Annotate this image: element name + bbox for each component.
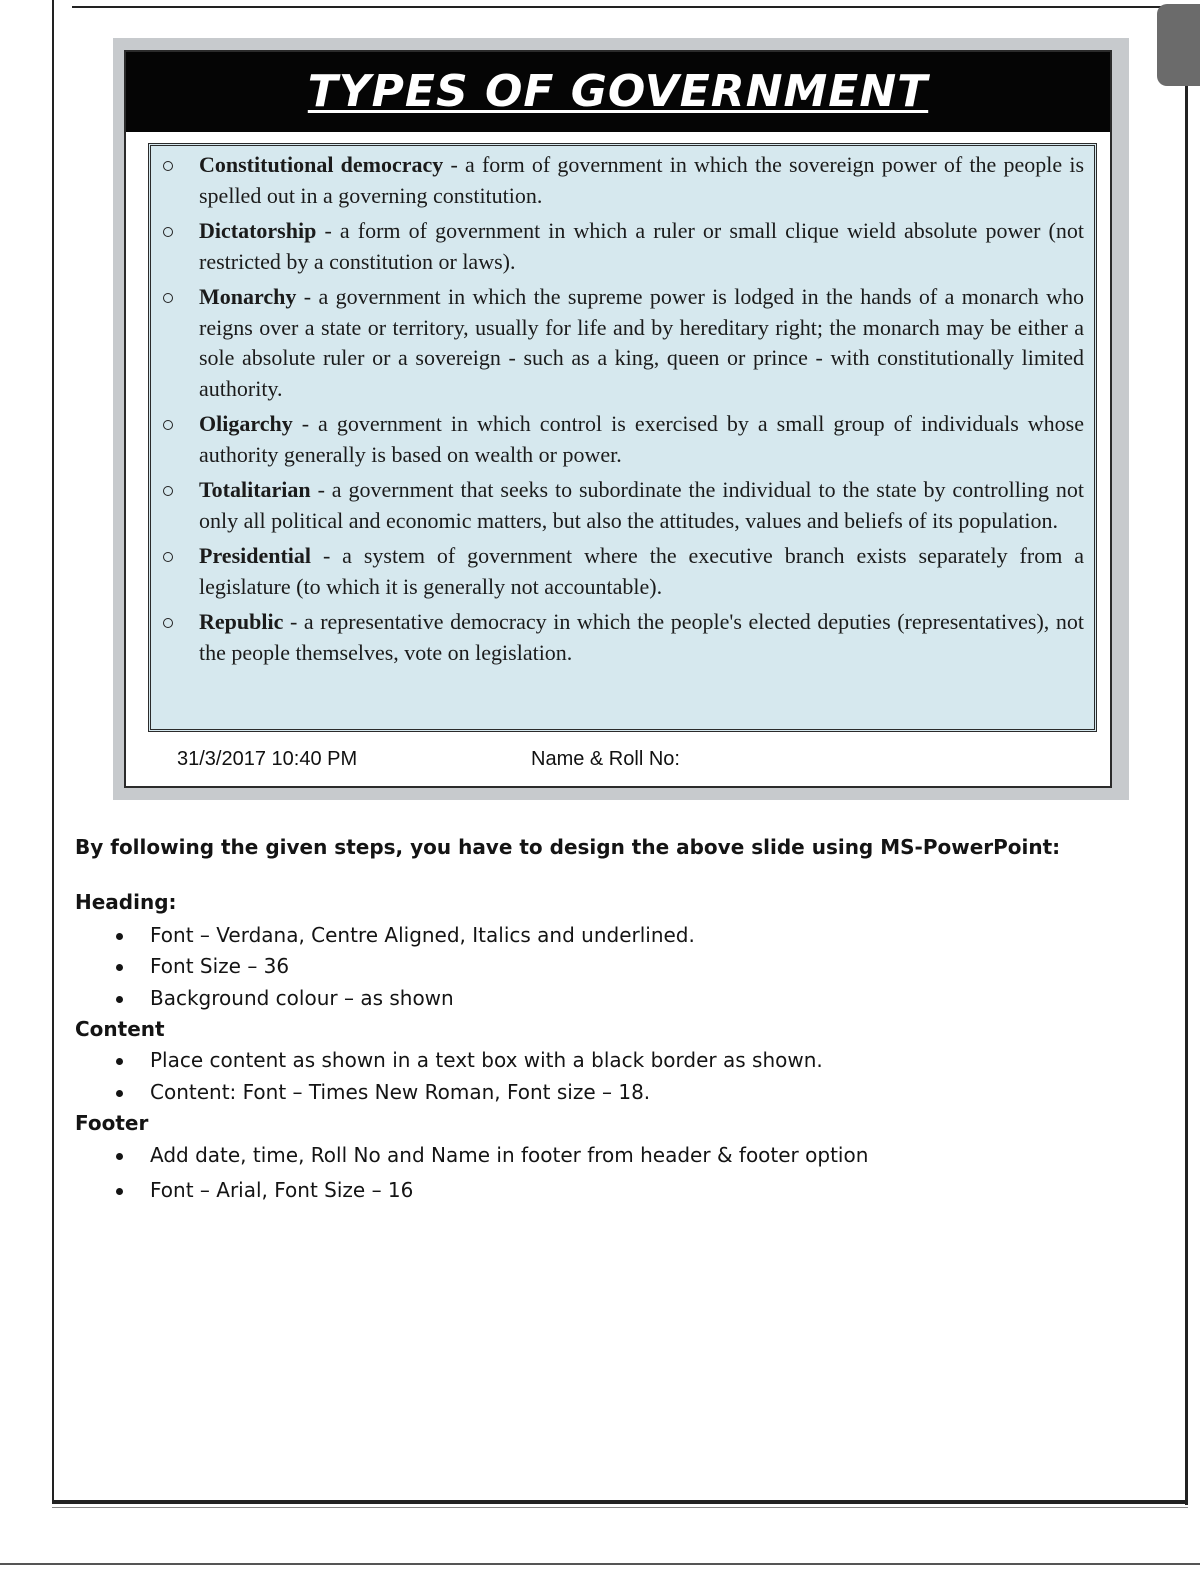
- item-term: Totalitarian: [199, 477, 311, 502]
- item-term: Republic: [199, 609, 284, 634]
- item-term: Monarchy: [199, 284, 297, 309]
- bullet-icon: [116, 933, 123, 940]
- heading-instruction-item: Font – Verdana, Centre Aligned, Italics and underlined.: [150, 923, 695, 947]
- list-item: [158, 216, 1084, 277]
- hollow-bullet-icon: [163, 293, 173, 303]
- hollow-bullet-icon: [163, 420, 173, 430]
- bullet-icon: [116, 1188, 123, 1195]
- page-left-border: [52, 0, 54, 1500]
- list-item: [158, 282, 1084, 404]
- bullet-icon: [116, 1058, 123, 1065]
- hollow-bullet-icon: [163, 618, 173, 628]
- item-definition: - a representative democracy in which the people's elected deputies (representatives), not the people themselves, vote on legislation.: [199, 609, 1084, 665]
- item-definition: - a form of government in which a ruler or small clique wield absolute power (not restricted by a constitution or laws).: [199, 218, 1084, 274]
- page-right-border: [1185, 80, 1188, 1505]
- heading-section-title: Heading:: [75, 890, 177, 914]
- footer-instruction-item: Add date, time, Roll No and Name in footer from header & footer option: [150, 1143, 869, 1167]
- hollow-bullet-icon: [163, 161, 173, 171]
- item-term: Dictatorship: [199, 218, 317, 243]
- footer-instruction-item: Font – Arial, Font Size – 16: [150, 1178, 414, 1202]
- item-term: Constitutional democracy: [199, 152, 444, 177]
- item-term: Presidential: [199, 543, 312, 568]
- item-term: Oligarchy: [199, 411, 293, 436]
- slide-footer-name-roll: Name & Roll No:: [531, 748, 680, 770]
- heading-instruction-item: Font Size – 36: [150, 954, 290, 978]
- list-item: [158, 607, 1084, 668]
- page-bottom-border: [52, 1500, 1188, 1504]
- item-definition: - a government in which the supreme power is lodged in the hands of a monarch who reigns over a state or territory, usually for life and by hereditary right; the monarch may be either a sole absolute ruler or a sovereign - such as a king, queen or prince - with constitutionally limited authority.: [199, 284, 1084, 401]
- hollow-bullet-icon: [163, 486, 173, 496]
- hollow-bullet-icon: [163, 227, 173, 237]
- footer-section-title: Footer: [75, 1111, 149, 1135]
- item-definition: - a government in which control is exercised by a small group of individuals whose authority generally is based on wealth or power.: [199, 411, 1084, 467]
- page-top-border: [72, 6, 1200, 8]
- item-definition: - a form of government in which the sovereign power of the people is spelled out in a governing constitution.: [199, 152, 1085, 208]
- bullet-icon: [116, 996, 123, 1003]
- corner-tab: [1157, 4, 1200, 86]
- content-section-title: Content: [75, 1017, 165, 1041]
- bullet-icon: [116, 1090, 123, 1097]
- item-definition: - a system of government where the executive branch exists separately from a legislature (to which it is generally not accountable).: [199, 543, 1084, 599]
- government-types-list: [158, 150, 1084, 673]
- slide-title: TYPES OF GOVERNMENT: [307, 66, 929, 117]
- content-instruction-item: Content: Font – Times New Roman, Font size – 18.: [150, 1080, 651, 1104]
- list-item: [158, 541, 1084, 602]
- hollow-bullet-icon: [163, 552, 173, 562]
- list-item: [158, 150, 1084, 211]
- instructions-intro: By following the given steps, you have to design the above slide using MS-PowerPoint:: [75, 835, 1061, 859]
- heading-instruction-item: Background colour – as shown: [150, 986, 454, 1010]
- screen-bottom-divider: [0, 1563, 1200, 1565]
- item-definition: - a government that seeks to subordinate the individual to the state by controlling not only all political and economic matters, but also the attitudes, values and beliefs of its population.: [199, 477, 1084, 533]
- list-item: [158, 475, 1084, 536]
- page-bottom-border-shadow: [52, 1507, 1188, 1508]
- list-item: [158, 409, 1084, 470]
- content-instruction-item: Place content as shown in a text box with a black border as shown.: [150, 1048, 823, 1072]
- bullet-icon: [116, 964, 123, 971]
- slide-footer-datetime: 31/3/2017 10:40 PM: [177, 748, 358, 770]
- bullet-icon: [116, 1153, 123, 1160]
